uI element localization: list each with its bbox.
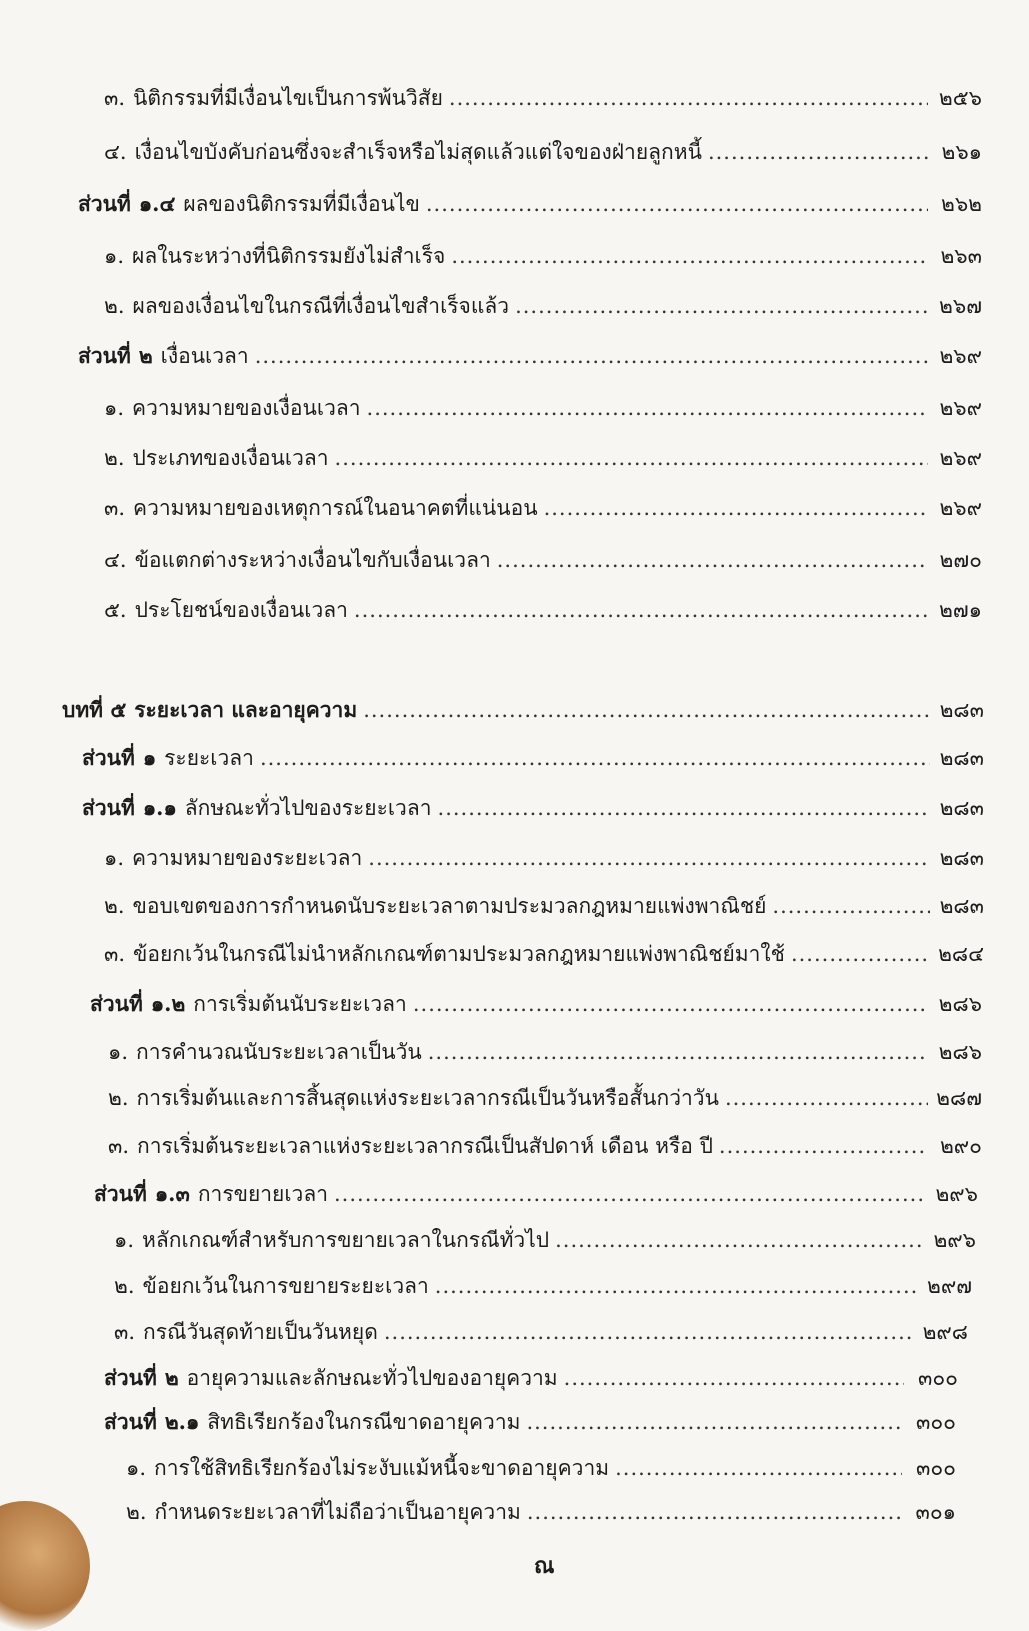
section-label: ส่วนที่ (82, 795, 135, 820)
entry-page: ๓๐๐ (916, 1456, 956, 1480)
entry-number: ๑. (104, 396, 125, 420)
entry-title: ข้อยกเว้นในกรณีไม่นำหลักเกณฑ์ตามประมวลกฎหมายแพ่งพาณิชย์มาใช้ (133, 942, 785, 966)
entry-page: ๒๖๗ (939, 294, 982, 318)
entry-number: ๒. (104, 894, 125, 918)
entry-title: ระยะเวลา (164, 746, 254, 770)
entry-number: ๕. (104, 598, 127, 622)
entry-number: ๑. (108, 1040, 129, 1064)
entry-page: ๒๗๑ (939, 598, 982, 622)
leader-dots (260, 746, 930, 770)
entry-page: ๒๙๐ (939, 1134, 982, 1158)
chapter-entry (62, 694, 984, 727)
leader-dots (354, 598, 928, 622)
leader-dots (438, 796, 930, 820)
entry-title: ความหมายของเหตุการณ์ในอนาคตที่แน่นอน (133, 496, 538, 520)
entry-page: ๒๖๙ (939, 344, 982, 368)
leader-dots (719, 1134, 928, 1158)
toc-entry (90, 988, 982, 1021)
toc-entry (104, 240, 982, 273)
toc-entry (104, 1362, 958, 1395)
entry-page: ๒๘๓ (939, 698, 984, 722)
leader-dots (772, 894, 930, 918)
leader-dots (335, 446, 928, 470)
toc-entry (108, 1082, 982, 1115)
entry-title: ลักษณะทั่วไปของระยะเวลา (184, 796, 432, 820)
toc-entry (126, 1496, 956, 1529)
entry-title: การเริ่มต้นนับระยะเวลา (193, 992, 407, 1016)
entry-page: ๒๖๓ (940, 244, 982, 268)
entry-number: ๓. (104, 496, 126, 520)
entry-title: ขอบเขตของการกำหนดนับระยะเวลาตามประมวลกฎหมายแพ่งพาณิชย์ (132, 894, 767, 918)
leader-dots (515, 294, 928, 318)
toc-entry (114, 1316, 968, 1349)
entry-page: ๒๘๗ (936, 1086, 982, 1110)
entry-number: ๒. (126, 1500, 147, 1524)
entry-number: ๓. (114, 1320, 136, 1344)
entry-title: ผลของเงื่อนไขในกรณีที่เงื่อนไขสำเร็จแล้ว (132, 294, 510, 318)
leader-dots (255, 344, 928, 368)
entry-number: ๓. (104, 86, 126, 110)
toc-entry (78, 340, 982, 373)
toc-entry (104, 82, 982, 115)
entry-title: ผลในระหว่างที่นิติกรรมยังไม่สำเร็จ (132, 244, 446, 268)
chapter-number: บทที่ ๕ (62, 697, 127, 722)
toc-entry (104, 938, 984, 971)
entry-title: เงื่อนเวลา (160, 344, 249, 368)
entry-number: ๓. (108, 1134, 130, 1158)
section-label: ส่วนที่ (104, 1409, 157, 1434)
entry-page: ๒๘๖ (938, 1040, 982, 1064)
entry-title: การขยายเวลา (197, 1182, 328, 1206)
toc-entry (104, 544, 982, 577)
entry-number: ๑.๒ (150, 991, 186, 1016)
entry-title: อายุความและลักษณะทั่วไปของอายุความ (186, 1366, 558, 1390)
leader-dots (334, 1182, 924, 1206)
toc-entry (82, 792, 984, 825)
entry-title: การเริ่มต้นและการสิ้นสุดแห่งระยะเวลากรณีเป็นวันหรือสั้นกว่าวัน (136, 1086, 719, 1110)
entry-number: ๑.๔ (138, 191, 176, 216)
entry-page: ๒๘๓ (939, 796, 984, 820)
page-folio: ณ (534, 1553, 555, 1579)
leader-dots (451, 244, 928, 268)
toc-entry (114, 1270, 972, 1303)
entry-page: ๒๗๐ (939, 548, 982, 572)
toc-entry (104, 1406, 956, 1439)
entry-number: ๔. (104, 140, 127, 164)
toc-entry (104, 290, 982, 323)
leader-dots (791, 942, 930, 966)
leader-dots (449, 86, 928, 110)
toc-entry (104, 842, 984, 875)
entry-number: ๒. (114, 1274, 135, 1298)
entry-title: กรณีวันสุดท้ายเป็นวันหยุด (143, 1320, 378, 1344)
entry-number: ๓. (104, 942, 126, 966)
entry-page: ๓๐๐ (916, 1410, 956, 1434)
leader-dots (384, 1320, 914, 1344)
toc-entry (104, 136, 982, 169)
entry-title: ความหมายของเงื่อนเวลา (132, 396, 361, 420)
toc-entry (104, 392, 982, 425)
entry-page: ๒๘๓ (939, 846, 984, 870)
entry-title: เงื่อนไขบังคับก่อนซึ่งจะสำเร็จหรือไม่สุดแล้วแต่ใจของฝ่ายลูกหนี้ (134, 140, 702, 164)
entry-page: ๒๘๖ (938, 992, 982, 1016)
entry-page: ๒๘๓ (939, 894, 984, 918)
entry-title: การเริ่มต้นระยะเวลาแห่งระยะเวลากรณีเป็นสัปดาห์ เดือน หรือ ปี (137, 1134, 713, 1158)
leader-dots (564, 1366, 904, 1390)
entry-number: ๒. (104, 446, 125, 470)
leader-dots (725, 1086, 928, 1110)
entry-title: สิทธิเรียกร้องในกรณีขาดอายุความ (207, 1410, 521, 1434)
entry-page: ๒๙๖ (935, 1182, 978, 1206)
toc-entry (114, 1224, 976, 1257)
entry-page: ๒๙๖ (933, 1228, 976, 1252)
entry-number: ๒. (108, 1086, 129, 1110)
finger-shadow (0, 1501, 90, 1631)
leader-dots (527, 1500, 902, 1524)
entry-title: นิติกรรมที่มีเงื่อนไขเป็นการพ้นวิสัย (133, 86, 443, 110)
leader-dots (435, 1274, 918, 1298)
entry-page: ๒๖๒ (940, 192, 982, 216)
leader-dots (413, 992, 928, 1016)
leader-dots (426, 192, 928, 216)
entry-number: ๒.๑ (164, 1409, 200, 1434)
entry-title: การใช้สิทธิเรียกร้องไม่ระงับแม้หนี้จะขาดอายุความ (154, 1456, 610, 1480)
entry-title: ประเภทของเงื่อนเวลา (132, 446, 329, 470)
toc-entry (82, 742, 984, 775)
toc-entry (108, 1036, 982, 1069)
toc-entry (104, 890, 984, 923)
entry-page: ๓๐๐ (918, 1366, 958, 1390)
entry-page: ๒๕๖ (938, 86, 982, 110)
entry-page: ๒๖๑ (941, 140, 982, 164)
leader-dots (497, 548, 928, 572)
section-label: ส่วนที่ (94, 1181, 147, 1206)
entry-page: ๓๐๑ (915, 1500, 956, 1524)
leader-dots (526, 1410, 902, 1434)
toc-entry (94, 1178, 978, 1211)
entry-number: ๒ (164, 1365, 179, 1390)
leader-dots (368, 846, 930, 870)
entry-number: ๒. (104, 294, 125, 318)
leader-dots (544, 496, 928, 520)
section-label: ส่วนที่ (90, 991, 143, 1016)
leader-dots (367, 396, 928, 420)
entry-page: ๒๘๔ (938, 942, 984, 966)
entry-title: หลักเกณฑ์สำหรับการขยายเวลาในกรณีทั่วไป (142, 1228, 550, 1252)
toc-entry (108, 1130, 982, 1163)
section-label: ส่วนที่ (82, 745, 135, 770)
leader-dots (615, 1456, 902, 1480)
entry-page: ๒๖๙ (939, 496, 982, 520)
entry-number: ๑. (126, 1456, 147, 1480)
entry-page: ๒๙๗ (926, 1274, 972, 1298)
toc-entry (78, 188, 982, 221)
entry-page: ๒๖๙ (939, 446, 982, 470)
toc-entry (104, 442, 982, 475)
section-label: ส่วนที่ (104, 1365, 157, 1390)
leader-dots (363, 698, 930, 722)
entry-number: ๒ (138, 343, 153, 368)
entry-number: ๑. (104, 846, 125, 870)
entry-number: ๑. (114, 1228, 135, 1252)
toc-entry (104, 594, 982, 627)
entry-page: ๒๙๘ (922, 1320, 968, 1344)
entry-title: ความหมายของระยะเวลา (132, 846, 363, 870)
entry-title: ผลของนิติกรรมที่มีเงื่อนไข (183, 192, 420, 216)
leader-dots (708, 140, 928, 164)
section-label: ส่วนที่ (78, 191, 131, 216)
leader-dots (555, 1228, 922, 1252)
entry-number: ๔. (104, 548, 127, 572)
toc-entry (104, 492, 982, 525)
chapter-title: ระยะเวลา และอายุความ (134, 697, 358, 722)
entry-page: ๒๘๓ (939, 746, 984, 770)
entry-title: การคำนวณนับระยะเวลาเป็นวัน (136, 1040, 422, 1064)
entry-number: ๑. (104, 244, 125, 268)
entry-title: ประโยชน์ของเงื่อนเวลา (134, 598, 348, 622)
toc-entry (126, 1452, 956, 1485)
entry-number: ๑.๓ (154, 1181, 190, 1206)
section-label: ส่วนที่ (78, 343, 131, 368)
entry-number: ๑ (142, 745, 157, 770)
entry-title: ข้อยกเว้นในการขยายระยะเวลา (142, 1274, 429, 1298)
entry-page: ๒๖๙ (939, 396, 982, 420)
leader-dots (428, 1040, 928, 1064)
entry-title: กำหนดระยะเวลาที่ไม่ถือว่าเป็นอายุความ (154, 1500, 521, 1524)
entry-number: ๑.๑ (142, 795, 177, 820)
entry-title: ข้อแตกต่างระหว่างเงื่อนไขกับเงื่อนเวลา (134, 548, 491, 572)
